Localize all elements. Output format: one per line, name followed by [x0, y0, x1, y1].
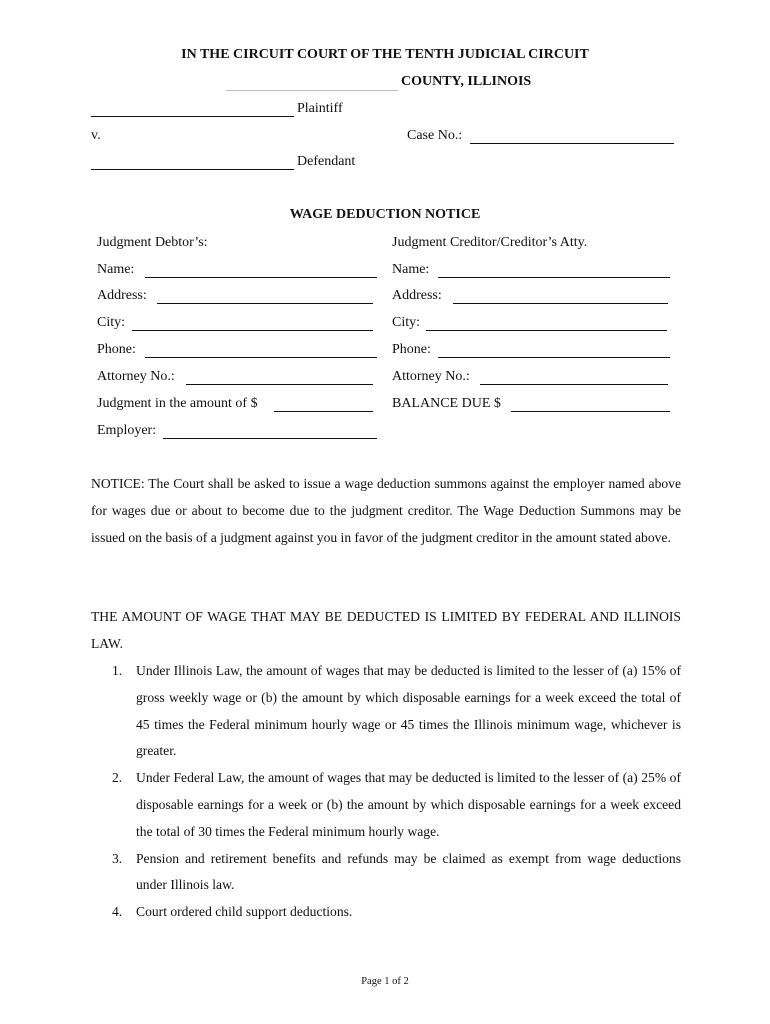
debtor-address-label: Address: [97, 288, 147, 303]
balance-due-label: BALANCE DUE $ [392, 396, 501, 411]
creditor-phone-field[interactable] [438, 357, 670, 358]
creditor-name-label: Name: [392, 262, 430, 277]
debtor-city-label: City: [97, 315, 126, 330]
plaintiff-blank-field[interactable] [91, 116, 294, 117]
balance-due-field[interactable] [511, 411, 670, 412]
list-item-number: 4. [112, 904, 123, 920]
creditor-attorney-field[interactable] [480, 384, 668, 385]
case-no-blank-field[interactable] [470, 143, 674, 144]
list-item-text: Under Federal Law, the amount of wages that may be deducted is limited to the lesser of (a) 25% of disposable earnings for a week or (b) the amount by which disposable earnings for a week exceed the total of 30 times the Federal minimum hourly wage. [136, 770, 681, 839]
list-item-number: 1. [112, 663, 123, 678]
judgment-amount-field[interactable] [274, 411, 373, 412]
county-heading: COUNTY, ILLINOIS [401, 74, 532, 89]
debtor-name-field[interactable] [145, 277, 377, 278]
list-item-text: Under Illinois Law, the amount of wages that may be deducted is limited to the lesser of (a) 15% of gross weekly wage or (b) the amount by which disposable earnings for a week exceed the total of 45 times the Federal minimum hourly wage or 45 times the Illinois minimum wage, whichever is greater. [136, 663, 681, 759]
debtor-heading: Judgment Debtor’s: [97, 235, 208, 250]
notice-paragraph: NOTICE: The Court shall be asked to issue a wage deduction summons against the employer named above for wages due or about to become due to the judgment creditor. The Wage Deduction Summons may be issued on the basis of a judgment against you in favor of the judgment creditor in the amount stated above. [91, 476, 681, 545]
limits-list [91, 658, 681, 926]
employer-label: Employer: [97, 423, 157, 438]
creditor-city-field[interactable] [426, 330, 667, 331]
employer-field[interactable] [163, 438, 377, 439]
debtor-name-label: Name: [97, 262, 135, 277]
debtor-attorney-label: Attorney No.: [97, 369, 175, 384]
creditor-address-label: Address: [392, 288, 442, 303]
creditor-name-field[interactable] [438, 277, 670, 278]
versus-label: v. [91, 128, 101, 143]
notice-title: WAGE DEDUCTION NOTICE [289, 207, 481, 222]
debtor-city-field[interactable] [132, 330, 373, 331]
list-item-number: 2. [112, 770, 123, 786]
debtor-attorney-field[interactable] [186, 384, 373, 385]
page-number: Page 1 of 2 [361, 976, 409, 987]
list-item-number: 3. [112, 850, 123, 866]
creditor-phone-label: Phone: [392, 342, 431, 357]
list-item [91, 765, 681, 845]
list-item-text: Court ordered child support deductions. [136, 904, 353, 920]
creditor-heading: Judgment Creditor/Creditor’s Atty. [392, 235, 588, 250]
creditor-attorney-label: Attorney No.: [392, 369, 470, 384]
judgment-amount-label: Judgment in the amount of $ [97, 396, 258, 411]
county-blank-field[interactable] [226, 90, 398, 91]
debtor-address-field[interactable] [157, 303, 373, 304]
list-item [91, 899, 681, 926]
limit-heading: THE AMOUNT OF WAGE THAT MAY BE DEDUCTED IS LIMITED BY FEDERAL AND ILLINOIS LAW. [91, 609, 681, 651]
creditor-address-field[interactable] [453, 303, 668, 304]
defendant-label: Defendant [297, 154, 356, 169]
debtor-phone-field[interactable] [145, 357, 377, 358]
list-item [91, 846, 681, 900]
list-item-text: Pension and retirement benefits and refunds may be claimed as exempt from wage deductions under Illinois law. [136, 850, 681, 893]
case-no-label: Case No.: [407, 128, 463, 143]
plaintiff-label: Plaintiff [297, 101, 343, 116]
list-item [91, 658, 681, 765]
defendant-blank-field[interactable] [91, 169, 294, 170]
debtor-phone-label: Phone: [97, 342, 136, 357]
court-heading: IN THE CIRCUIT COURT OF THE TENTH JUDICIAL CIRCUIT [181, 47, 589, 62]
creditor-city-label: City: [392, 315, 421, 330]
